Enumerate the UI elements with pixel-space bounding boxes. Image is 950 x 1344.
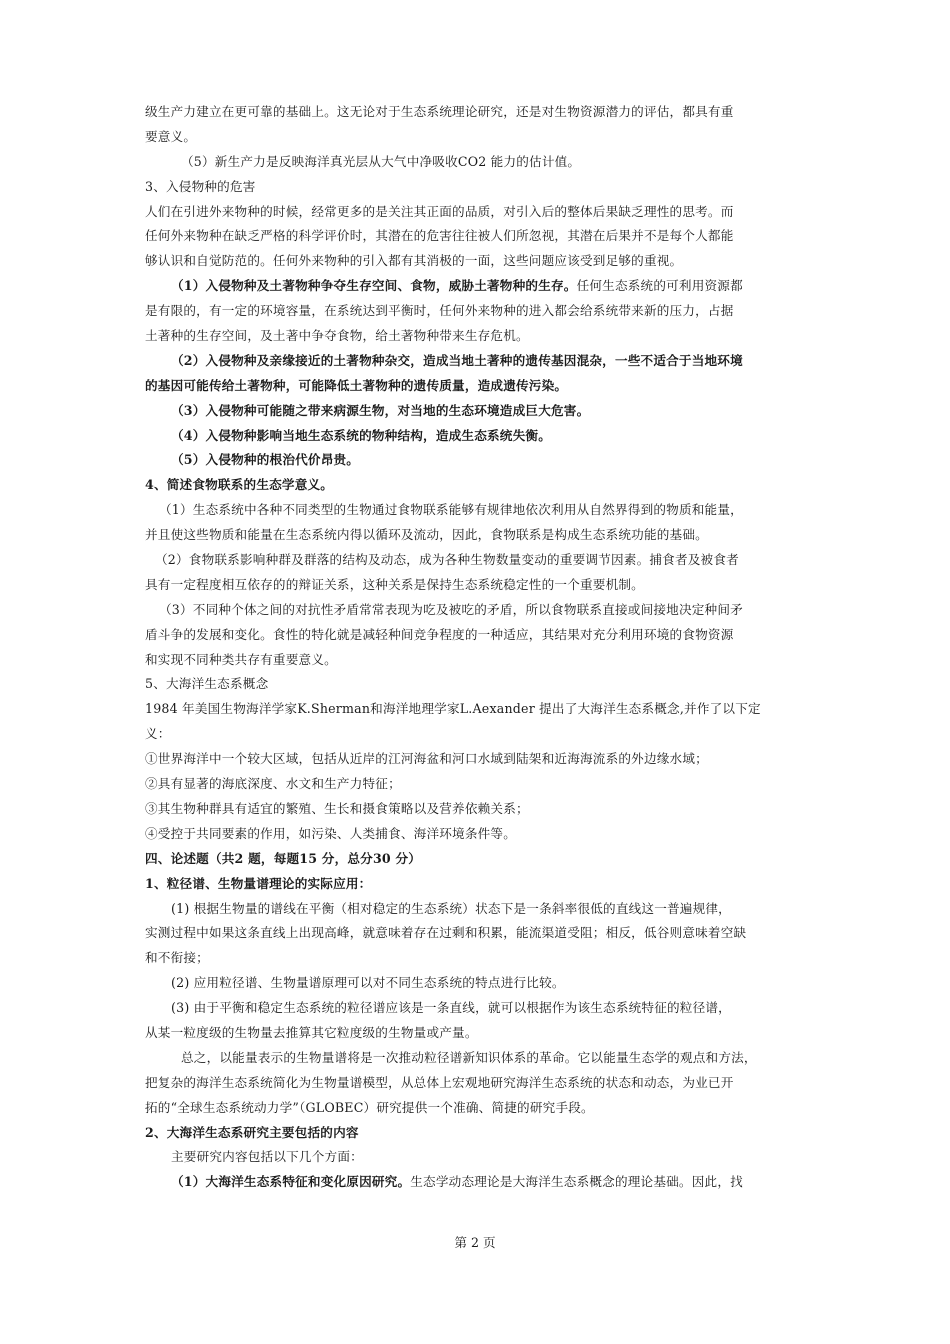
document-body [145, 100, 810, 1195]
text-line: (3) 由于平衡和稳定生态系统的粒径谱应该是一条直线，就可以根据作为该生态系统特征的粒径谱， [171, 1000, 731, 1016]
text-line: 要意义。 [145, 128, 197, 144]
section-heading: 5、大海洋生态系概念 [145, 676, 269, 692]
section-heading: 4、简述食物联系的生态学意义。 [145, 477, 334, 493]
text-line: （2）食物联系影响种群及群落的结构及动态，成为各种生物数量变动的重要调节因素。捕食者及被食者 [155, 552, 739, 568]
text-line: 实测过程中如果这条直线上出现高峰，就意味着存在过剩和积累，能流渠道受阻；相反，低谷则意味着空缺 [145, 925, 747, 941]
list-item: ③其生物种群具有适宜的繁殖、生长和摄食策略以及营养依赖关系； [145, 800, 529, 816]
text-line: 拓的“全球生态系统动力学”（GLOBEC）研究提供一个准确、简捷的研究手段。 [145, 1099, 594, 1115]
text-line: （3）入侵物种可能随之带来病源生物，对当地的生态环境造成巨大危害。 [171, 402, 590, 418]
text-line: 土著种的生存空间，及土著中争夺食物，给土著物种带来生存危机。 [145, 328, 529, 344]
text-line: 够认识和自觉防范的。任何外来物种的引入都有其消极的一面，这些问题应该受到足够的重视。 [145, 253, 683, 269]
text-line: （5）入侵物种的根治代价昂贵。 [171, 452, 360, 468]
text-line: 是有限的，有一定的环境容量，在系统达到平衡时，任何外来物种的进入都会给系统带来新的压力，占据 [145, 303, 734, 319]
text-line: 具有一定程度相互依存的的辩证关系，这种关系是保持生态系统稳定性的一个重要机制。 [145, 576, 644, 592]
text-line: 盾斗争的发展和变化。食性的特化就是减轻种间竞争程度的一种适应，其结果对充分利用环境的食物资源 [145, 626, 734, 642]
section-heading: 3、入侵物种的危害 [145, 178, 256, 194]
section-heading: 1、粒径谱、生物量谱理论的实际应用： [145, 875, 372, 891]
text-line: 的基因可能传给土著物种，可能降低土著物种的遗传质量，造成遗传污染。 [145, 377, 568, 393]
text-line: 并且使这些物质和能量在生态系统内得以循环及流动，因此，食物联系是构成生态系统功能的基础。 [145, 527, 708, 543]
text-line: 人们在引进外来物种的时候，经常更多的是关注其正面的品质，对引入后的整体后果缺乏理性的思考。而 [145, 203, 734, 219]
text-line: 级生产力建立在更可靠的基础上。这无论对于生态系统理论研究，还是对生物资源潜力的评估，都具有重 [145, 104, 734, 119]
text-line: (2) 应用粒径谱、生物量谱原理可以对不同生态系统的特点进行比较。 [171, 975, 565, 991]
text-line: 总之，以能量表示的生物量谱将是一次推动粒径谱新知识体系的革命。它以能量生态学的观点和方法， [181, 1049, 757, 1065]
text-line: （1）入侵物种及土著物种争夺生存空间、食物，威胁土著物种的生存。任何生态系统的可利用资源都 [171, 278, 743, 294]
section-heading: 2、大海洋生态系研究主要包括的内容 [145, 1124, 359, 1140]
text-line: （5）新生产力是反映海洋真光层从大气中净吸收CO2 能力的估计值。 [181, 153, 581, 169]
text-line: （1）大海洋生态系特征和变化原因研究。生态学动态理论是大海洋生态系概念的理论基础。因此，找 [171, 1174, 743, 1190]
list-item: ①世界海洋中一个较大区域，包括从近岸的江河海盆和河口水域到陆架和近海海流系的外边缘水域； [145, 751, 708, 767]
text-line: 任何外来物种在缺乏严格的科学评价时，其潜在的危害往往被人们所忽视，其潜在后果并不是每个人都能 [145, 228, 734, 244]
text-line: （2）入侵物种及亲缘接近的土著物种杂交，造成当地土著种的遗传基因混杂，一些不适合于当地环境 [171, 352, 743, 368]
text-line: 1984 年美国生物海洋学家K.Sherman和海洋地理学家L.Aexander 提出了大海洋生态系概念,并作了以下定 [145, 701, 761, 717]
text-line: 从某一粒度级的生物量去推算其它粒度级的生物量或产量。 [145, 1024, 478, 1040]
text-line: （3）不同种个体之间的对抗性矛盾常常表现为吃及被吃的矛盾，所以食物联系直接或间接地决定种间矛 [159, 601, 743, 617]
list-item: ④受控于共同要素的作用，如污染、人类捕食、海洋环境条件等。 [145, 825, 517, 841]
text-line: 和实现不同种类共存有重要意义。 [145, 651, 337, 667]
text-line: 和不衔接； [145, 950, 209, 966]
page-number: 第 2 页 [454, 1235, 496, 1250]
list-item: ②具有显著的海底深度、水文和生产力特征； [145, 776, 401, 792]
text-line: 把复杂的海洋生态系统简化为生物量谱模型，从总体上宏观地研究海洋生态系统的状态和动态，为业已开 [145, 1074, 734, 1090]
section-heading: 四、论述题（共2 题，每题15 分，总分30 分） [145, 850, 422, 866]
text-line: （1）生态系统中各种不同类型的生物通过食物联系能够有规律地依次利用从自然界得到的物质和能量， [159, 502, 743, 518]
text-line: (1) 根据生物量的谱线在平衡（相对稳定的生态系统）状态下是一条斜率很低的直线这一普遍规律， [171, 900, 731, 916]
text-line: 义： [145, 726, 171, 742]
text-line: （4）入侵物种影响当地生态系统的物种结构，造成生态系统失衡。 [171, 427, 551, 443]
text-line: 主要研究内容包括以下几个方面： [171, 1149, 363, 1165]
